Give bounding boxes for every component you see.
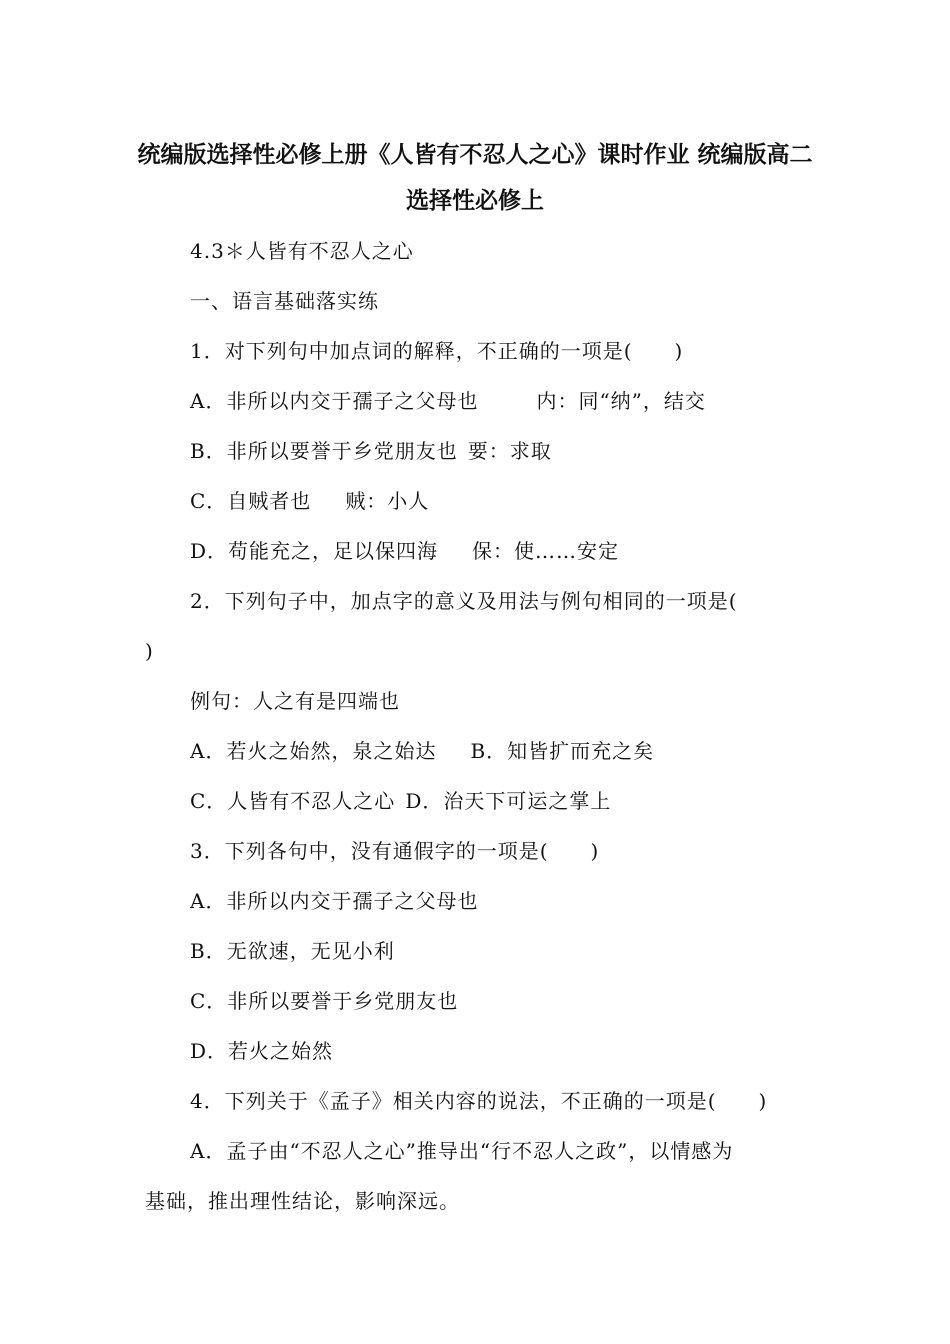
- q3-stem: 3．下列各句中，没有通假字的一项是( ): [190, 839, 600, 863]
- q3-option-d: D．若火之始然: [190, 1039, 334, 1063]
- q1-option-b: [190, 438, 552, 464]
- document-title-line-2: 选择性必修上: [406, 188, 544, 214]
- q2-options-row-1: [190, 738, 654, 764]
- q1-option-b-sentence: B．非所以要誉于乡党朋友也: [190, 439, 458, 463]
- q1-option-a: [190, 388, 706, 414]
- q2-option-d: D．治天下可运之掌上: [405, 789, 612, 813]
- q2-example: 例句：人之有是四端也: [190, 689, 400, 713]
- section-heading: 一、语言基础落实练: [190, 289, 379, 313]
- lesson-heading: 4.3＊人皆有不忍人之心: [190, 239, 414, 263]
- q2-options-row-2: [190, 788, 611, 814]
- q1-option-d-gloss: 保：使……安定: [472, 539, 620, 563]
- q1-option-b-gloss: 要：求取: [467, 439, 552, 463]
- q1-stem: 1．对下列句中加点词的解释，不正确的一项是( ): [190, 339, 684, 363]
- q4-option-a-line-2: 基础，推出理性结论，影响深远。: [145, 1189, 460, 1213]
- q1-option-d-sentence: D．苟能充之，足以保四海: [190, 539, 439, 563]
- q2-option-b: B．知皆扩而充之矣: [470, 739, 655, 763]
- q1-option-d: [190, 538, 619, 564]
- q2-stem: 2．下列句子中，加点字的意义及用法与例句相同的一项是(: [190, 589, 738, 613]
- q2-option-c: C．人皆有不忍人之心: [190, 789, 396, 813]
- q1-option-c: [190, 488, 429, 514]
- q1-option-c-gloss: 贼：小人: [345, 489, 430, 513]
- q4-option-a-line-1: A．孟子由“不忍人之心”推导出“行不忍人之政”，以情感为: [190, 1139, 734, 1163]
- q1-option-c-sentence: C．自贼者也: [190, 489, 312, 513]
- q2-stem-continuation: ): [145, 639, 154, 663]
- q1-option-a-sentence: A．非所以内交于孺子之父母也: [190, 389, 479, 413]
- q3-option-b: B．无欲速，无见小利: [190, 939, 395, 963]
- document-title-line-1: 统编版选择性必修上册《人皆有不忍人之心》课时作业 统编版高二: [137, 142, 813, 168]
- q3-option-c: C．非所以要誉于乡党朋友也: [190, 989, 459, 1013]
- q4-stem: 4．下列关于《孟子》相关内容的说法，不正确的一项是( ): [190, 1089, 768, 1113]
- q2-option-a: A．若火之始然，泉之始达: [190, 739, 437, 763]
- q3-option-a: A．非所以内交于孺子之父母也: [190, 889, 479, 913]
- q1-option-a-gloss: 内：同“纳”，结交: [536, 389, 706, 413]
